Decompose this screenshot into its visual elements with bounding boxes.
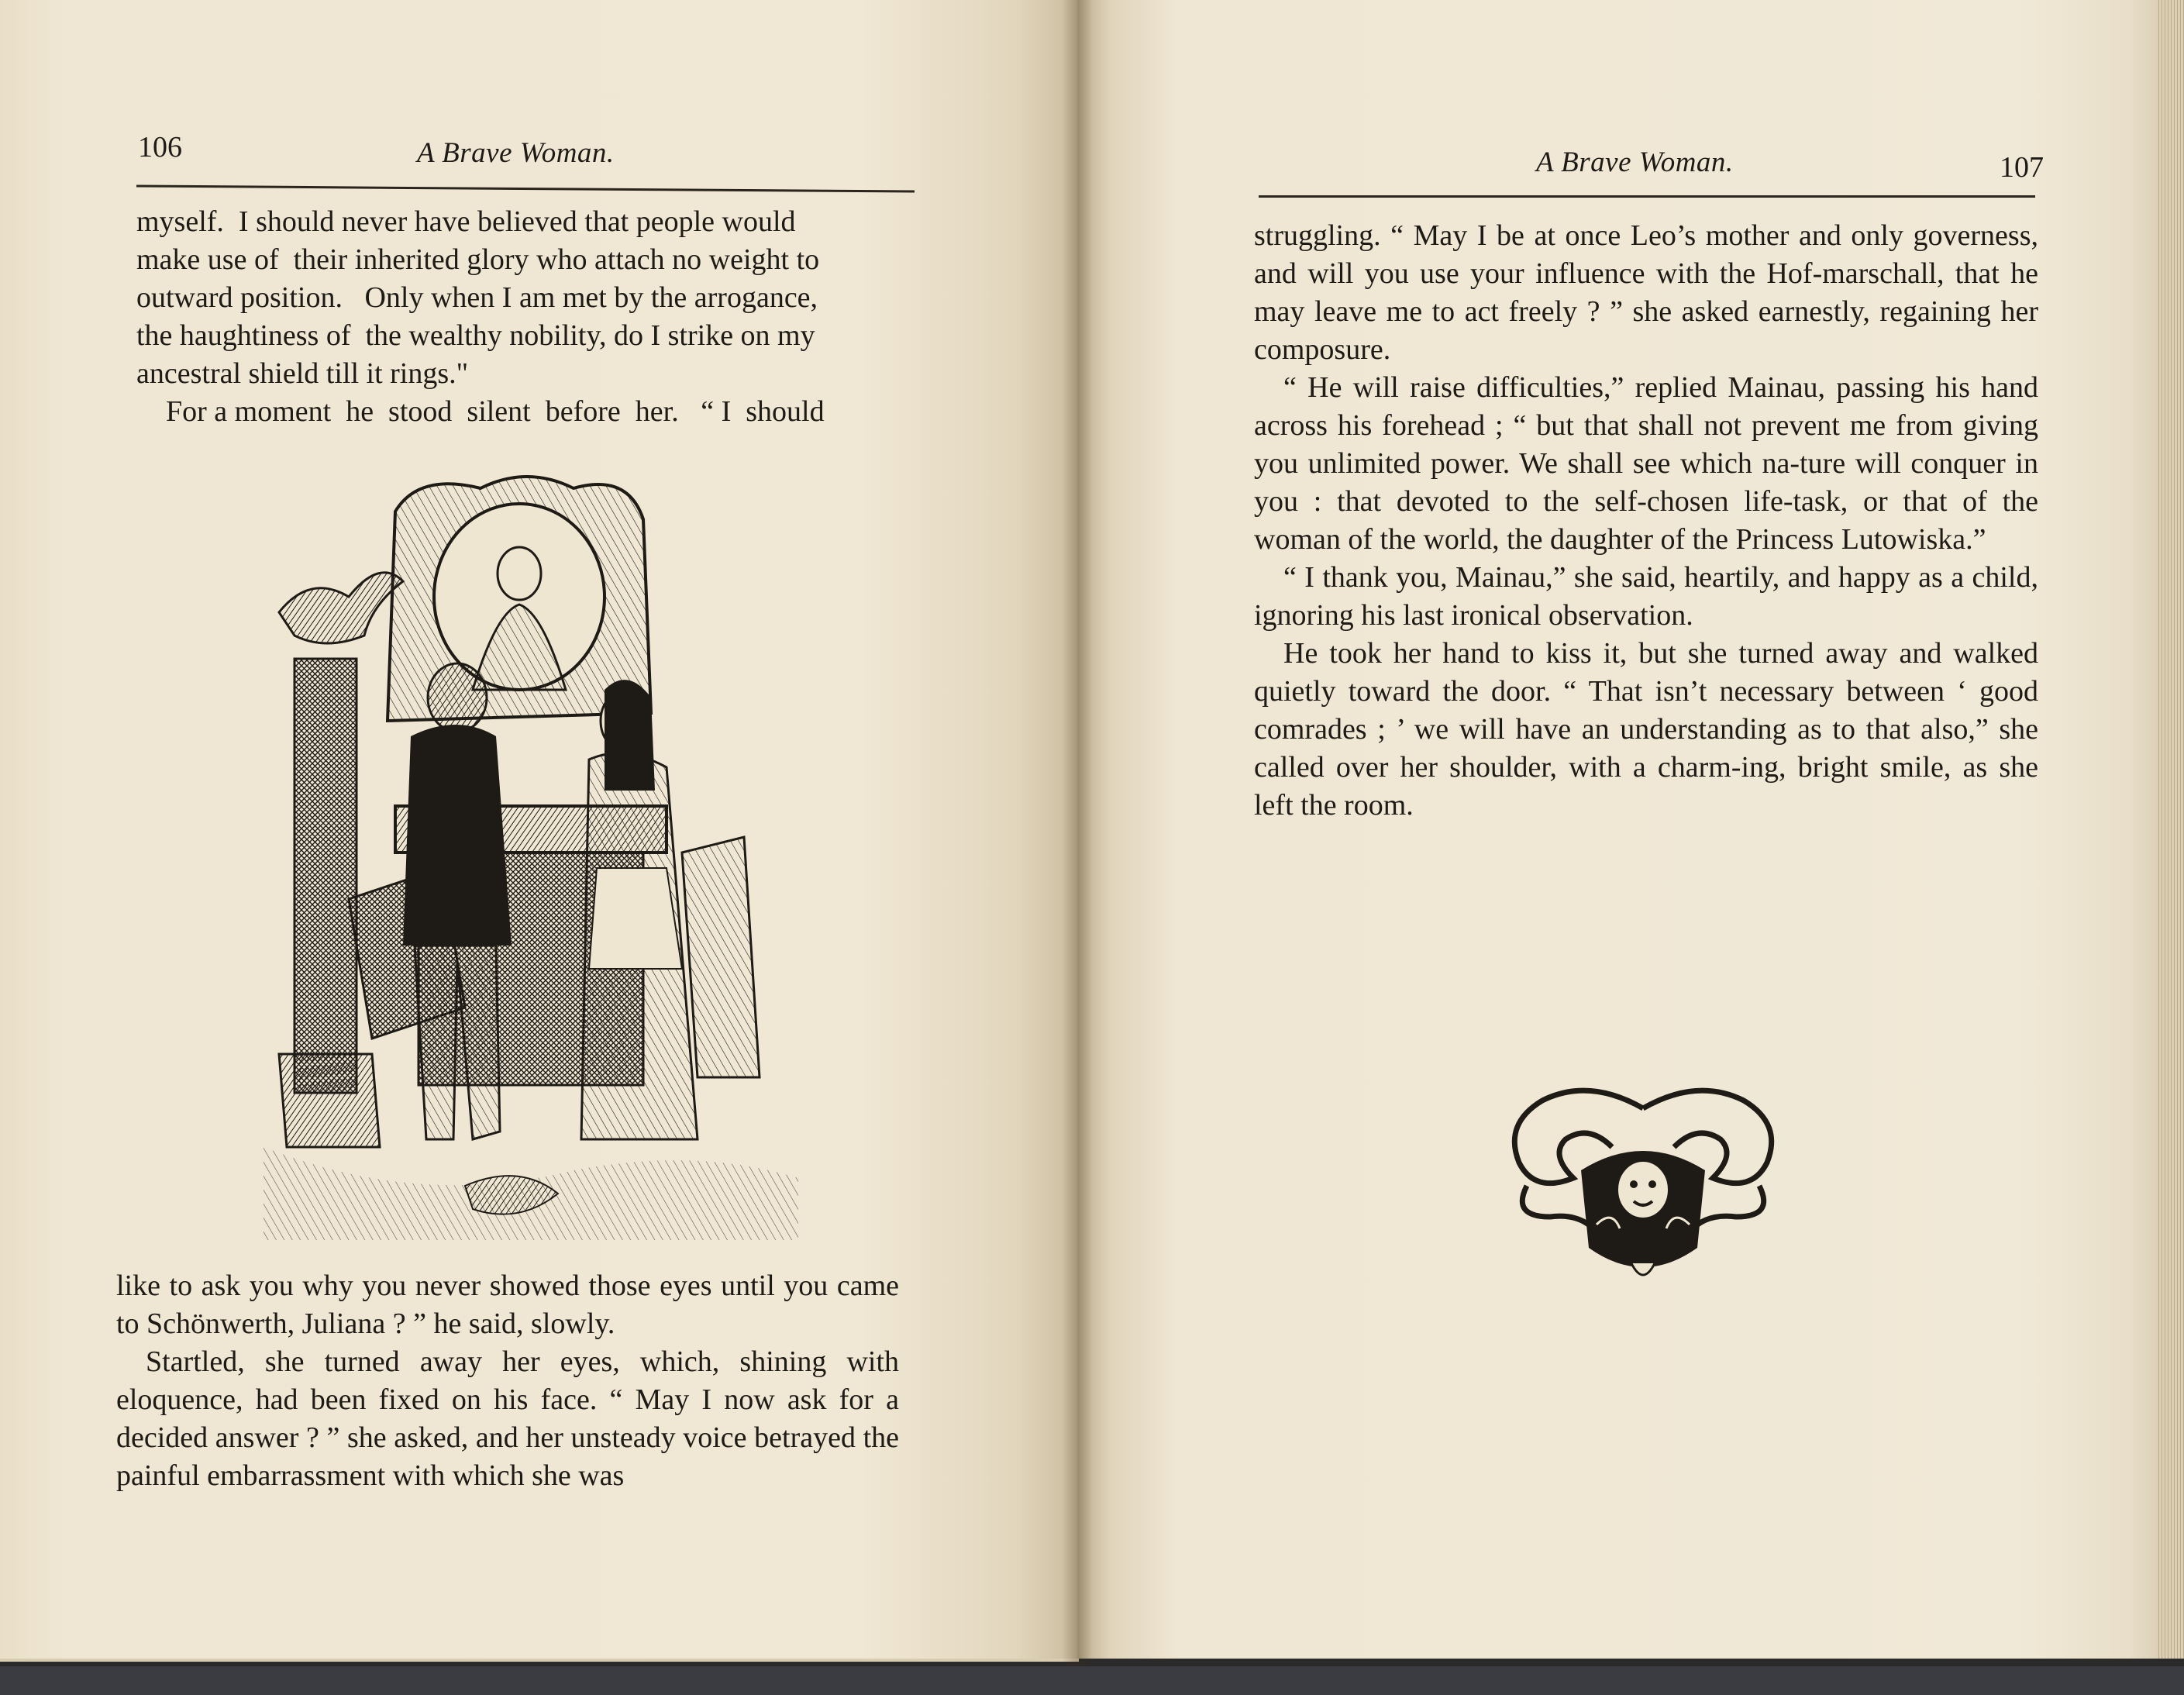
tailpiece-ornament-icon — [1496, 1077, 1790, 1294]
page-edges — [2156, 0, 2184, 1659]
header-rule-right — [1259, 195, 2035, 198]
text-line: the haughtiness of the wealthy nobility, do I strike on my — [136, 319, 815, 352]
left-page — [0, 0, 1079, 1662]
left-bottom-text — [116, 1267, 899, 1495]
paragraph: struggling. “ May I be at once Leo’s mother and only governess, and will you use your influence with the Hof-marschall, that he may leave me to act freely ? ” she asked earnestly, regaining her composure. — [1254, 219, 2038, 366]
paragraph: like to ask you why you never showed those eyes until you came to Schönwerth, Juliana ? ” he said, slowly. — [116, 1270, 899, 1340]
paragraph: Startled, she turned away her eyes, which, shining with eloquence, had been fixed on his face. “ May I now ask for a decided answer ? ” she asked, and her unsteady voice betrayed the painful embarrassment with which she was — [116, 1345, 899, 1492]
paragraph: He took her hand to kiss it, but she turned away and walked quietly toward the door. “ That isn’t necessary between ‘ good comrades ; ’ we will have an understanding as to that also,” she called over her shoulder, with a charm-ing, bright smile, as she left the room. — [1254, 637, 2038, 822]
right-text — [1254, 217, 2038, 825]
running-head-right: A Brave Woman. — [1536, 146, 1734, 178]
text-line: outward position. Only when I am met by the arrogance, — [136, 281, 818, 314]
text-line: myself. I should never have believed that people would — [136, 205, 796, 238]
paragraph: “ I thank you, Mainau,” she said, heartily, and happy as a child, ignoring his last ironical observation. — [1254, 561, 2038, 632]
text-line: For a moment he stood silent before her. “ I should — [166, 395, 825, 428]
left-top-text — [136, 203, 919, 431]
gutter-shadow — [1062, 0, 1093, 1666]
engraving-illustration — [264, 465, 798, 1240]
page-number-left: 106 — [138, 131, 182, 164]
paragraph: “ He will raise difficulties,” replied Mainau, passing his hand across his forehead ; “ but that shall not prevent me from giving you unlimited power. We shall see which na-ture will conquer in you : that devoted to the self-chosen life-task, or that of the woman of the world, the daughter of the Princess Lutowiska.” — [1254, 371, 2038, 556]
text-line: ancestral shield till it rings." — [136, 357, 469, 390]
running-head-left: A Brave Woman. — [417, 137, 615, 169]
page-number-right: 107 — [2000, 151, 2044, 184]
header-rule-left — [136, 184, 915, 192]
right-page — [1077, 0, 2184, 1659]
text-line: make use of their inherited glory who attach no weight to — [136, 243, 820, 276]
